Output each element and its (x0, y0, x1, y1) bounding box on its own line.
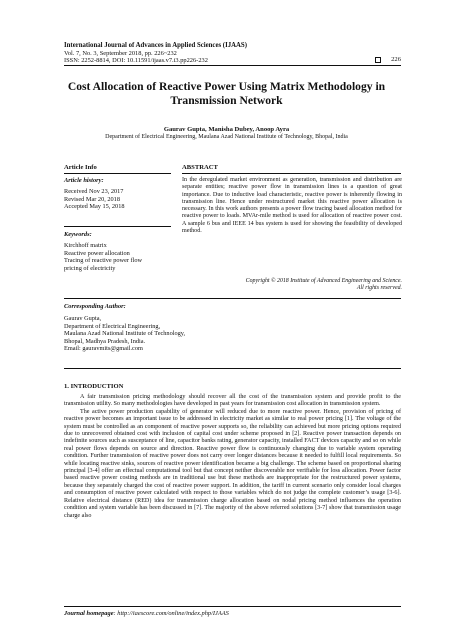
author-institute: Maulana Azad National Institute of Technology, (64, 330, 186, 338)
history-rule (64, 226, 171, 227)
page-number: 226 (391, 56, 401, 63)
abstract-text: In the deregulated market environment as generation, transmission and distribution are separate entities; reactive power flow in transmission lines is a question of great importance. Due to inductive load characteristic, reactive power is inherently flowing in transmission line. Hence under restructured market this reactive power allocation is necessary. In this work authors presents a power flow tracing based allocation method for reactive power to loads. MVAr-mile method is used for allocation of reactive power cost. A sample 6 bus and IEEE 14 bus system is used for showing the feasibility of developed method. (182, 177, 402, 235)
author-name: Gaurav Gupta, (64, 315, 102, 322)
received-date: Received Nov 23, 2017 (64, 188, 124, 195)
header-page-info (375, 56, 401, 63)
author-email: Email: gauravmits@gmail.com (64, 345, 143, 353)
footer (64, 610, 229, 617)
corresponding-heading: Corresponding Author: (64, 303, 126, 310)
paper-affiliation: Department of Electrical Engineering, Maulana Azad National Institute of Technology, Bhopal, India (105, 134, 348, 140)
header-rule (64, 65, 401, 66)
issn-line: ISSN: 2252-8814, DOI: 10.11591/ijaas.v7.i3.pp226-232 (64, 57, 208, 65)
copyright-notice (182, 278, 402, 292)
introduction-body (64, 394, 401, 520)
keyword-item: pricing of electricity (64, 264, 116, 272)
keywords-label: Keywords: (64, 231, 92, 238)
corresponding-top-rule (64, 298, 401, 299)
homepage-label: Journal homepage (64, 610, 114, 617)
journal-name: International Journal of Advances in Applied Sciences (IJAAS) (64, 42, 247, 49)
revised-date: Revised Mar 20, 2018 (64, 195, 120, 203)
corresponding-author (64, 303, 401, 353)
history-label: Article history: (64, 177, 104, 184)
keyword-item: Reactive power allocation (64, 249, 130, 257)
accepted-date: Accepted May 15, 2018 (64, 203, 125, 211)
homepage-link[interactable]: : http://iaescore.com/online/index.php/IJAAS (113, 610, 229, 617)
copyright-line2: All rights reserved. (356, 285, 402, 292)
paper-title (40, 80, 413, 107)
introduction-heading: 1. INTRODUCTION (64, 383, 124, 390)
abstract-rule (182, 173, 401, 174)
footer-rule (64, 606, 401, 607)
abstract-heading: ABSTRACT (182, 164, 218, 171)
intro-paragraph: The active power production capability of generator will reduced due to more reactive power. Hence, provision of pricing of reactive power becomes an important issue to be addressed in electricity market as similar to real power pricing [1]. The voltage of the system must be controlled as an component of reactive power supports so, the reliability can achieved but more pricing options required due to unrecovered obtained cost with inclusion of capital cost under scheme proposed in [2]. Reactive power transaction depends on indefinite sources such as susceptance of line, capacitor banks rating, generator capacity, installed FACT devices capacity and so on while real power flows depends on source and direction. Reactive power flow is continuously changing due to variable system operating condition. Further transmission of reactive power does not carry over longer distances because it needed to fulfill local requirements. So while locating reactive sinks, sources of reactive power identification became a big challenge. The scheme based on proportional sharing principal [3-4] offer an effectual computational tool but that concept neither discoverable nor verifiable for loss allocation. Power factor based reactive power costing methods are in traditional use but these methods are inappropriate for the restructured power systems, because they separately charged the cost of reactive power support. In addition, the tariff in current scenario only consider local charges and consumption of reactive power calculated with respect to those variables which do not judge the complete customer’s usage [3-6]. Relative electrical distance (RED) idea for transmission charge allocation based on nodal pricing method influences the operation condition and system variable has been discussed in [7]. The majority of the above referred solutions [3-7] show that transmission usage charge also (64, 408, 401, 519)
author-department: Department of Electrical Engineering, (64, 322, 161, 330)
keyword-item: Kirchhoff matrix (64, 242, 107, 249)
article-info-rule (64, 173, 171, 174)
intro-paragraph: A fair transmission pricing methodology should recover all the cost of the transmission system and provide profit to the transmission utility. So many methodologies have developed in past years for transmission cost allocation in transmission system. (64, 394, 401, 408)
paper-title-line1: Cost Allocation of Reactive Power Using Matrix Methodology in (67, 80, 386, 93)
journal-header (64, 42, 404, 65)
paper-authors: Gaurav Gupta, Manisha Dubey, Anoop Ayra (163, 126, 290, 133)
keyword-item: Tracing of reactive power flow (64, 257, 143, 265)
corresponding-bottom-rule (64, 368, 401, 369)
copyright-line1: Copyright © 2018 Institute of Advanced Engineering and Science. (245, 278, 402, 284)
article-history (64, 177, 176, 211)
author-city: Bhopal, Madhya Pradesh, India. (64, 337, 146, 345)
keywords-section (64, 231, 176, 272)
article-info-heading: Article Info (64, 164, 97, 171)
square-icon (375, 57, 381, 63)
volume-line: Vol. 7, No. 3, September 2018, pp. 226~232 (64, 49, 177, 57)
paper-title-line2: Transmission Network (170, 93, 283, 107)
